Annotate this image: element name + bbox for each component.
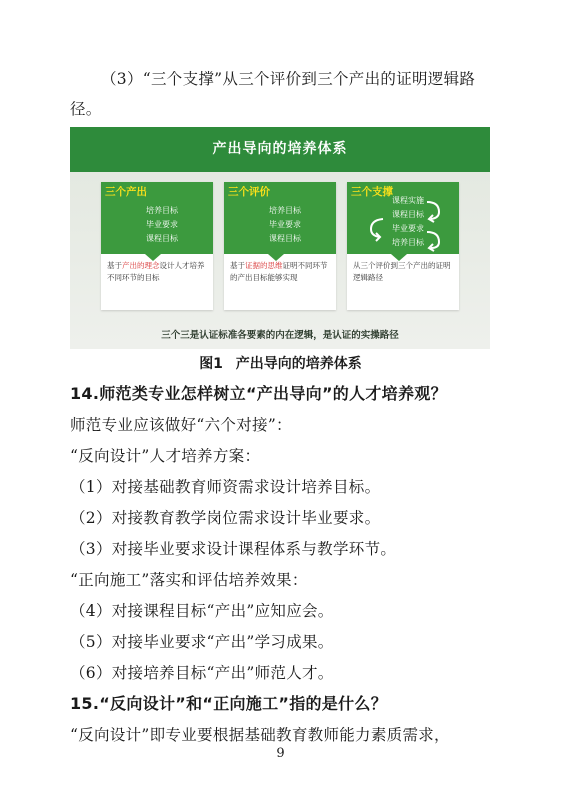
question-14-heading: 14.师范类专业怎样树立“产出导向”的人才培养观？ <box>70 384 447 403</box>
card-three-supports <box>347 182 459 310</box>
body-line: （4）对接课程目标“产出”应知应会。 <box>70 602 334 620</box>
card-three-outputs <box>101 182 213 310</box>
card-header <box>347 182 459 254</box>
card-title: 三个产出 <box>105 186 147 198</box>
figure-title: 产出导向的培养体系 <box>212 141 348 157</box>
card-header <box>224 182 336 254</box>
card-item: 毕业要求 <box>392 224 424 233</box>
card-description: 基于证据的思维证明不同环节的产出目标能够实现 <box>230 261 328 282</box>
card-item: 培养目标 <box>146 206 178 215</box>
body-line: （5）对接毕业要求“产出”学习成果。 <box>70 633 334 651</box>
question-15-heading: 15.“反向设计”和“正向施工”指的是什么？ <box>70 694 388 713</box>
card-item: 毕业要求 <box>146 220 178 229</box>
body-line: （3）对接毕业要求设计课程体系与教学环节。 <box>70 540 397 558</box>
figure-caption: 图1 产出导向的培养体系 <box>199 356 362 372</box>
body-line: “正向施工”落实和评估培养效果： <box>70 571 308 589</box>
body-line: “反向设计”人才培养方案： <box>70 447 261 465</box>
body-line: （1）对接基础教育师资需求设计培养目标。 <box>70 478 381 496</box>
body-line: （2）对接教育教学岗位需求设计毕业要求。 <box>70 509 381 527</box>
card-item: 课程实施 <box>392 196 424 205</box>
card-items <box>101 204 213 246</box>
card-title: 三个评价 <box>228 186 270 198</box>
card-description: 基于产出的理念设计人才培养不同环节的目标 <box>107 261 205 282</box>
card-item: 毕业要求 <box>269 220 301 229</box>
card-items <box>224 204 336 246</box>
figure-footer: 三个三是认证标准各要素的内在逻辑，是认证的实操路径 <box>161 330 399 341</box>
card-description: 从三个评价到三个产出的证明逻辑路径 <box>353 261 451 282</box>
body-line: 师范专业应该做好“六个对接”： <box>70 416 292 434</box>
page-number: 9 <box>276 746 285 761</box>
card-header <box>101 182 213 254</box>
figure-body <box>70 172 490 349</box>
card-item: 课程目标 <box>146 234 178 243</box>
card-item: 课程目标 <box>392 210 424 219</box>
card-three-evaluations <box>224 182 336 310</box>
body-line: （6）对接培养目标“产出”师范人才。 <box>70 664 334 682</box>
intro-paragraph: （3）“三个支撑”从三个评价到三个产出的证明逻辑路径。 <box>70 70 476 118</box>
card-items <box>347 194 459 250</box>
card-item: 培养目标 <box>392 238 424 247</box>
body-line: “反向设计”即专业要根据基础教育教师能力素质需求， <box>70 726 450 744</box>
card-title: 三个支撑 <box>351 186 393 198</box>
figure-header <box>70 127 490 172</box>
card-item: 培养目标 <box>269 206 301 215</box>
figure-image <box>70 127 490 349</box>
card-item: 课程目标 <box>269 234 301 243</box>
